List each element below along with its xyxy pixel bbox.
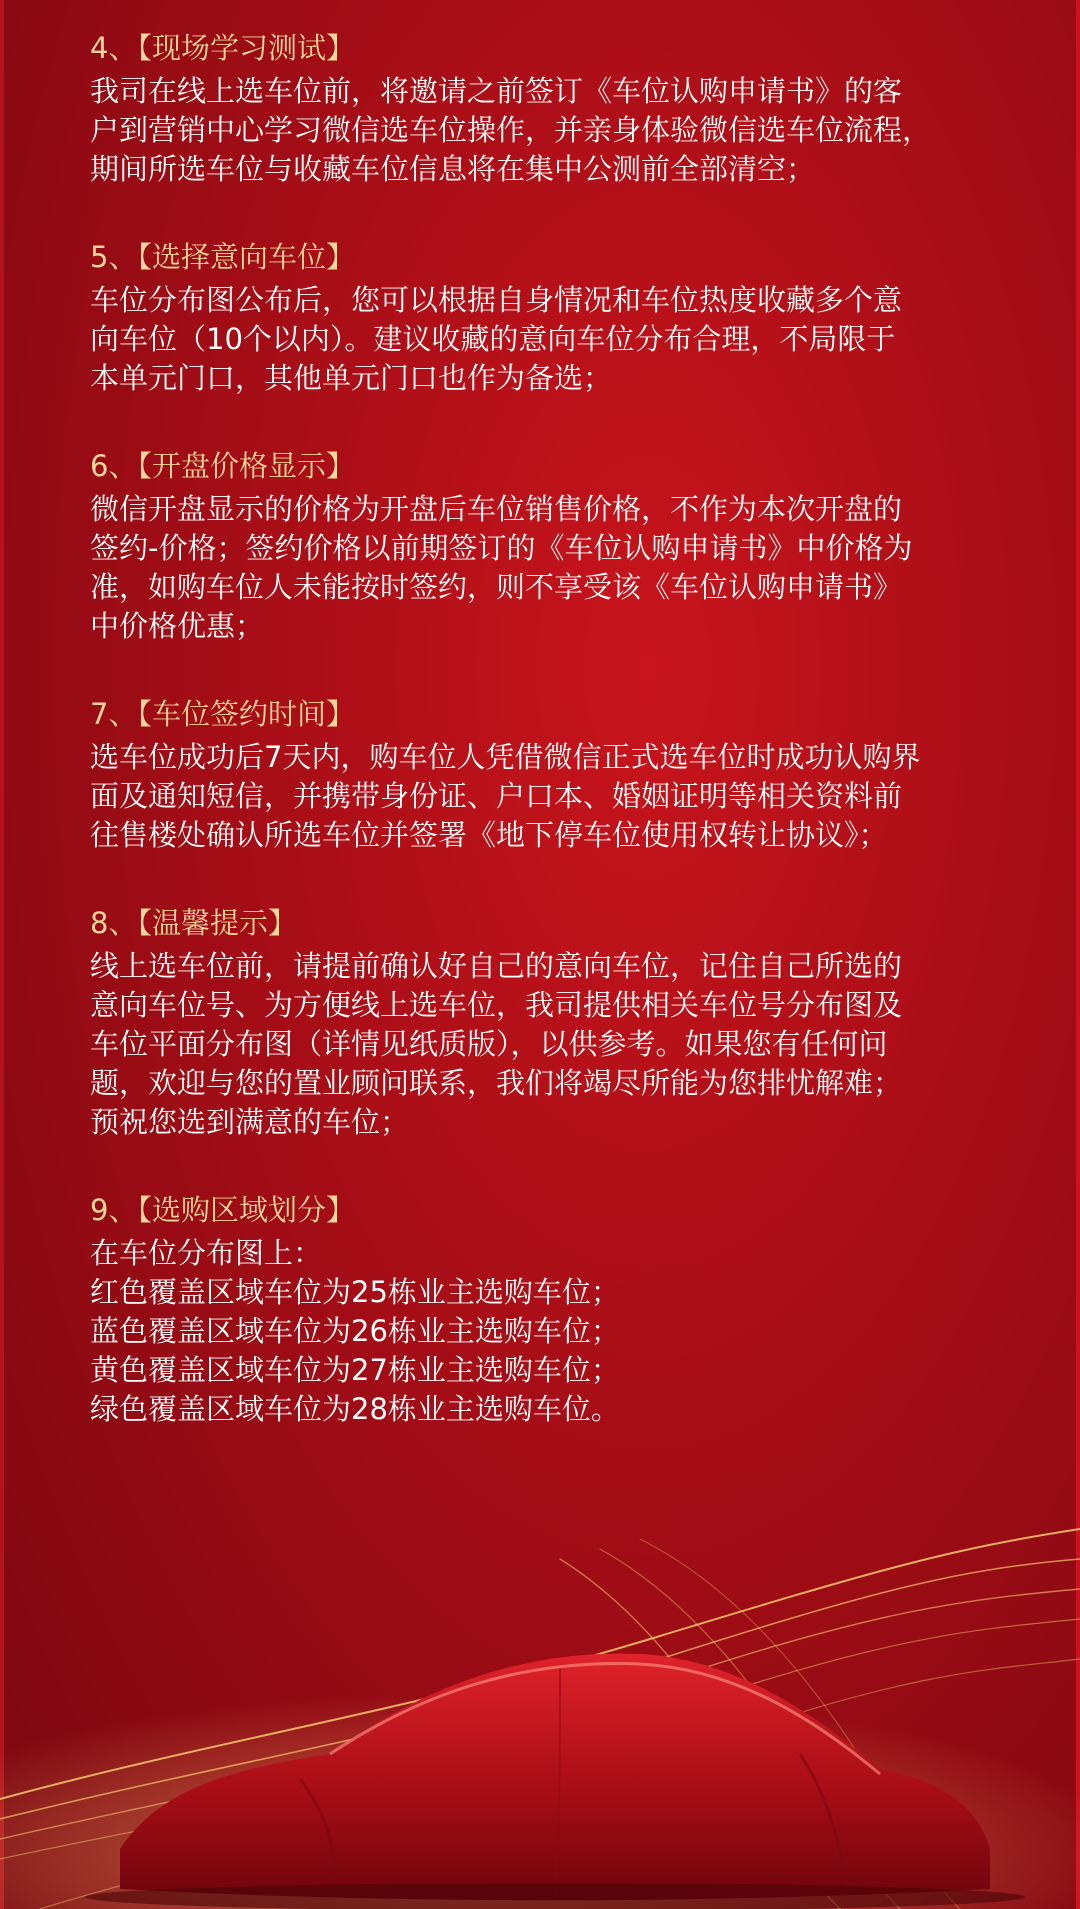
section-text-line: 绿色覆盖区域车位为28栋业主选购车位。: [90, 1392, 620, 1426]
section-text-line: 期间所选车位与收藏车位信息将在集中公测前全部清空；: [90, 152, 816, 186]
section-heading: 6、【开盘价格显示】: [90, 449, 355, 483]
section-text-line: 黄色覆盖区域车位为27栋业主选购车位；: [90, 1353, 620, 1387]
section-text-line: 选车位成功后7天内，购车位人凭借微信正式选车位时成功认购界: [90, 740, 921, 774]
section-onsite-test: [90, 28, 1020, 189]
section-text-line: 蓝色覆盖区域车位为26栋业主选购车位；: [90, 1314, 620, 1348]
section-text-line: 线上选车位前，请提前确认好自己的意向车位，记住自己所选的: [90, 949, 903, 983]
section-heading: 8、【温馨提示】: [90, 906, 297, 940]
section-text-line: 中价格优惠；: [90, 609, 265, 643]
section-text-line: 我司在线上选车位前，将邀请之前签订《车位认购申请书》的客: [90, 74, 903, 108]
notice-content: [90, 28, 1020, 1477]
section-choose-spaces: [90, 237, 1020, 398]
section-text-line: 车位平面分布图（详情见纸质版），以供参考。如果您有任何问: [90, 1027, 888, 1061]
section-text-line: 车位分布图公布后，您可以根据自身情况和车位热度收藏多个意: [90, 283, 903, 317]
section-text-line: 向车位（10个以内）。建议收藏的意向车位分布合理，不局限于: [90, 322, 896, 356]
section-text-line: 面及通知短信，并携带身份证、户口本、婚姻证明等相关资料前: [90, 779, 903, 813]
section-text-line: 签约-价格；签约价格以前期签订的《车位认购申请书》中价格为: [90, 531, 913, 565]
section-heading: 9、【选购区域划分】: [90, 1193, 355, 1227]
section-text-line: 往售楼处确认所选车位并签署《地下停车位使用权转让协议》；: [90, 818, 888, 852]
section-text-line: 在车位分布图上：: [90, 1236, 323, 1270]
section-area-division: [90, 1190, 1020, 1429]
section-heading: 5、【选择意向车位】: [90, 240, 355, 274]
section-text-line: 红色覆盖区域车位为25栋业主选购车位；: [90, 1275, 620, 1309]
section-heading: 7、【车位签约时间】: [90, 697, 355, 731]
section-text-line: 意向车位号、为方便线上选车位，我司提供相关车位号分布图及: [90, 988, 903, 1022]
section-text-line: 预祝您选到满意的车位；: [90, 1105, 410, 1139]
section-text-line: 本单元门口，其他单元门口也作为备选；: [90, 361, 613, 395]
section-text-line: 微信开盘显示的价格为开盘后车位销售价格，不作为本次开盘的: [90, 492, 903, 526]
section-heading: 4、【现场学习测试】: [90, 31, 355, 65]
section-text-line: 户到营销中心学习微信选车位操作，并亲身体验微信选车位流程，: [90, 113, 932, 147]
section-text-line: 题，欢迎与您的置业顾问联系，我们将竭尽所能为您排忧解难；: [90, 1066, 903, 1100]
section-price-display: [90, 446, 1020, 646]
covered-car-illustration: [0, 1489, 1080, 1909]
section-reminder: [90, 903, 1020, 1142]
section-signing-time: [90, 694, 1020, 855]
section-text-line: 准，如购车位人未能按时签约，则不享受该《车位认购申请书》: [90, 570, 903, 604]
